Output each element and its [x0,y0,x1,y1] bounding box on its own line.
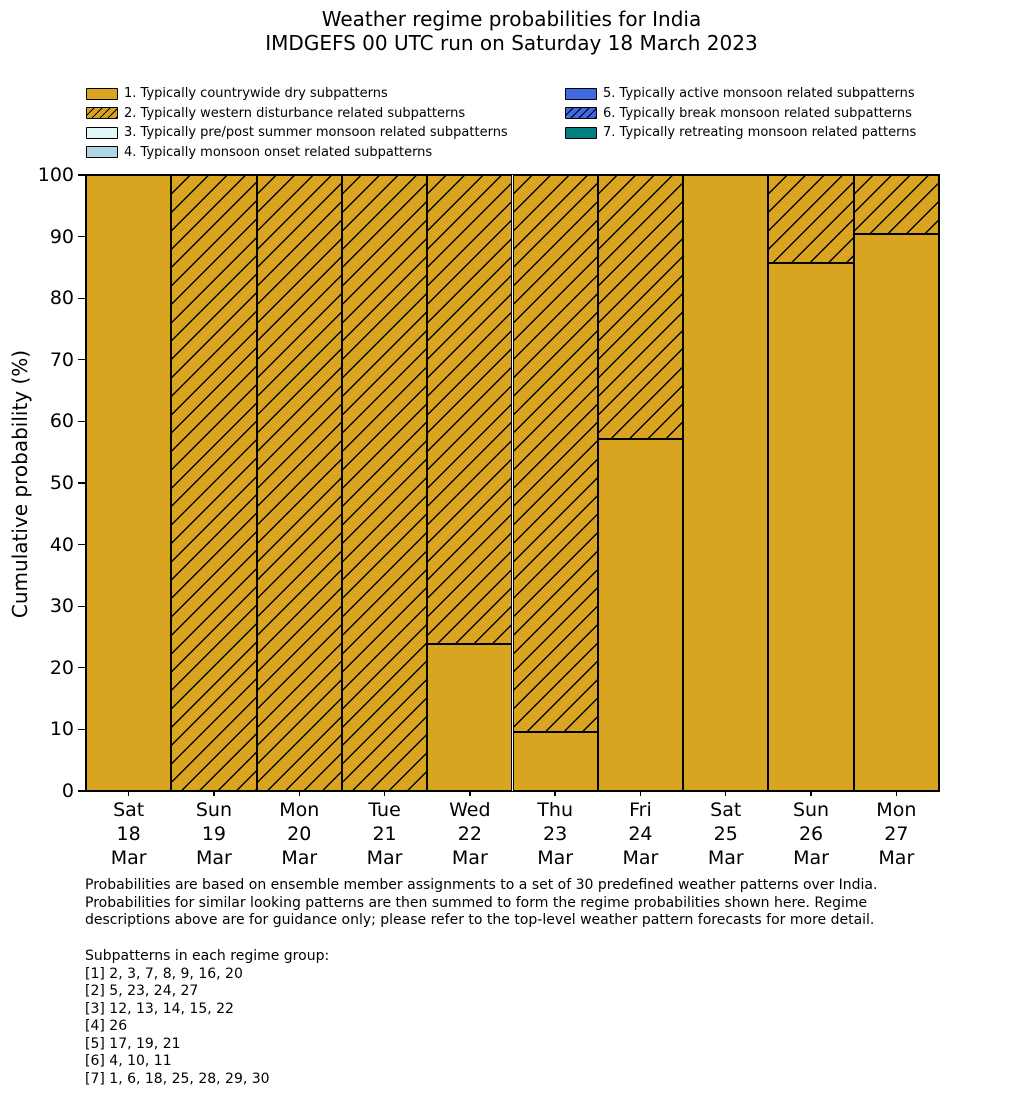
subpatterns-group: [1] 2, 3, 7, 8, 9, 16, 20 [85,965,243,982]
x-tick-label-line: Mar [793,847,829,869]
x-tick-label-line: 21 [372,823,397,845]
x-tick-label-line: Mar [537,847,574,869]
x-tick-label-line: 26 [798,823,824,845]
y-tick-label: 10 [49,718,74,741]
y-tick-label: 60 [49,410,74,433]
legend-label: 6. Typically break monsoon related subpatterns [603,105,912,121]
x-tick-label-line: 23 [543,823,568,845]
x-tick-label-line: 24 [628,823,653,845]
footnote [85,877,877,930]
x-tick-label-line: Mar [366,847,403,869]
legend-swatch [565,88,597,100]
y-tick-label: 80 [49,287,74,310]
footnote-line: Probabilities for similar looking patterns are then summed to form the regime probabilities shown here. Regime [85,894,868,911]
bar-segment-regime1 [768,263,853,791]
x-tick-label-line: Sun [792,799,830,821]
x-tick [128,791,129,796]
x-tick-label-line: 19 [201,823,227,845]
legend-item [86,87,388,100]
y-tick [78,729,85,730]
legend-swatch [565,107,597,119]
x-tick [725,791,726,796]
x-tick [299,791,300,796]
y-tick [78,606,85,607]
legend-item [86,107,465,120]
x-tick-label [598,798,683,870]
x-tick-label-line: Thu [537,799,573,821]
legend-label: 2. Typically western disturbance related subpatterns [124,105,466,121]
x-tick-label-line: 22 [457,823,482,845]
x-tick-label-line: Mon [279,799,320,821]
x-tick-label [171,798,256,870]
y-tick [78,544,85,545]
legend-swatch [565,127,597,139]
legend-swatch [86,88,118,100]
x-tick-label-line: Mar [281,847,318,869]
legend-swatch [86,127,118,139]
y-tick-label: 0 [61,780,74,802]
legend-item [565,87,915,100]
x-tick [554,791,555,796]
bar-segment-regime1 [683,175,768,791]
bar-segment-regime2 [427,175,512,644]
x-tick-label-line: 27 [884,823,909,845]
bar-segment-regime1 [854,234,939,791]
bar-segment-regime2 [598,175,683,439]
legend-swatch [86,146,118,158]
chart-title: Weather regime probabilities for India [321,7,702,31]
x-tick-label [768,798,853,870]
x-tick-label [854,798,939,870]
y-tick-label: 20 [49,656,74,679]
x-tick-label-line: Sun [195,799,233,821]
bar-segment-regime2 [342,175,427,791]
y-tick-label: 30 [49,595,74,618]
x-tick-label-line: Mar [110,847,147,869]
x-tick [810,791,811,796]
y-tick-label: 70 [49,348,74,371]
bar-segment-regime1 [598,439,683,791]
x-tick-label-line: Mon [876,799,917,821]
subpatterns-group: [6] 4, 10, 11 [85,1053,172,1069]
x-tick-label-line: Mar [196,847,232,869]
footnote-line: Probabilities are based on ensemble member assignments to a set of 30 predefined weather patterns over India. [85,877,878,893]
x-tick-label [513,798,598,870]
y-tick [78,236,85,237]
x-tick [213,791,214,796]
x-tick-label-line: Tue [368,799,401,821]
bar-segment-regime1 [513,732,598,791]
x-tick-label [683,798,768,870]
bar-segment-regime1 [427,644,512,791]
y-tick-label: 90 [49,225,74,248]
bar-segment-regime2 [513,175,598,732]
x-tick-label [86,798,171,870]
legend-swatch [86,107,118,119]
subpatterns-list [85,948,329,1088]
bar-segment-regime2 [171,175,256,791]
legend-item [565,126,916,139]
y-axis-label: Cumulative probability (%) [8,349,32,619]
y-tick-label: 50 [49,472,74,494]
y-tick [78,482,85,483]
x-tick-label-line: Mar [451,847,488,869]
x-tick-label-line: Sat [710,799,742,821]
x-tick-label-line: Mar [707,847,744,869]
y-tick [78,790,85,791]
legend-label: 1. Typically countrywide dry subpatterns [124,86,388,101]
y-tick-label: 100 [37,164,74,186]
x-tick-label-line: 18 [116,823,141,845]
y-tick [78,298,85,299]
x-tick [384,791,385,796]
x-tick-label [427,798,512,870]
subpatterns-group: [2] 5, 23, 24, 27 [85,983,199,999]
x-tick-label-line: Wed [449,799,491,821]
legend-label: 4. Typically monsoon onset related subpatterns [124,144,433,160]
subpatterns-group: [5] 17, 19, 21 [85,1035,181,1052]
plot-area [37,164,940,869]
x-tick-label-line: 25 [713,823,738,845]
bar-segment-regime2 [768,175,853,263]
x-tick-label-line: Fri [629,799,652,821]
legend-label: 7. Typically retreating monsoon related patterns [603,125,917,140]
y-tick [78,421,85,422]
chart-subtitle: IMDGEFS 00 UTC run on Saturday 18 March 2023 [265,31,758,55]
bar-segment-regime2 [257,175,342,791]
legend-item [86,146,432,159]
bar-segment-regime1 [86,175,171,791]
y-tick [78,359,85,360]
legend-label: 3. Typically pre/post summer monsoon related subpatterns [124,125,508,140]
x-tick-label-line: Mar [878,847,915,869]
subpatterns-group: [7] 1, 6, 18, 25, 28, 29, 30 [85,1070,270,1087]
y-tick [78,667,85,668]
subpatterns-heading: Subpatterns in each regime group: [85,948,330,964]
subpatterns-group: [4] 26 [85,1018,128,1034]
x-tick-label-line: Sat [113,799,145,821]
y-tick-label: 40 [49,533,74,556]
bar-segment-regime2 [854,175,939,234]
subpatterns-group: [3] 12, 13, 14, 15, 22 [85,1000,234,1017]
legend-label: 5. Typically active monsoon related subpatterns [603,86,915,101]
x-tick [640,791,641,796]
legend-item [565,107,912,120]
x-tick-label-line: Mar [622,847,659,869]
x-tick [896,791,897,796]
x-tick-label [257,798,342,870]
footnote-line: descriptions above are for guidance only; please refer to the top-level weather pattern forecasts for more detail. [85,912,875,928]
legend-item [86,126,508,139]
x-tick [469,791,470,796]
x-tick-label [342,798,427,870]
y-tick [78,174,85,175]
x-tick-label-line: 20 [287,823,312,845]
